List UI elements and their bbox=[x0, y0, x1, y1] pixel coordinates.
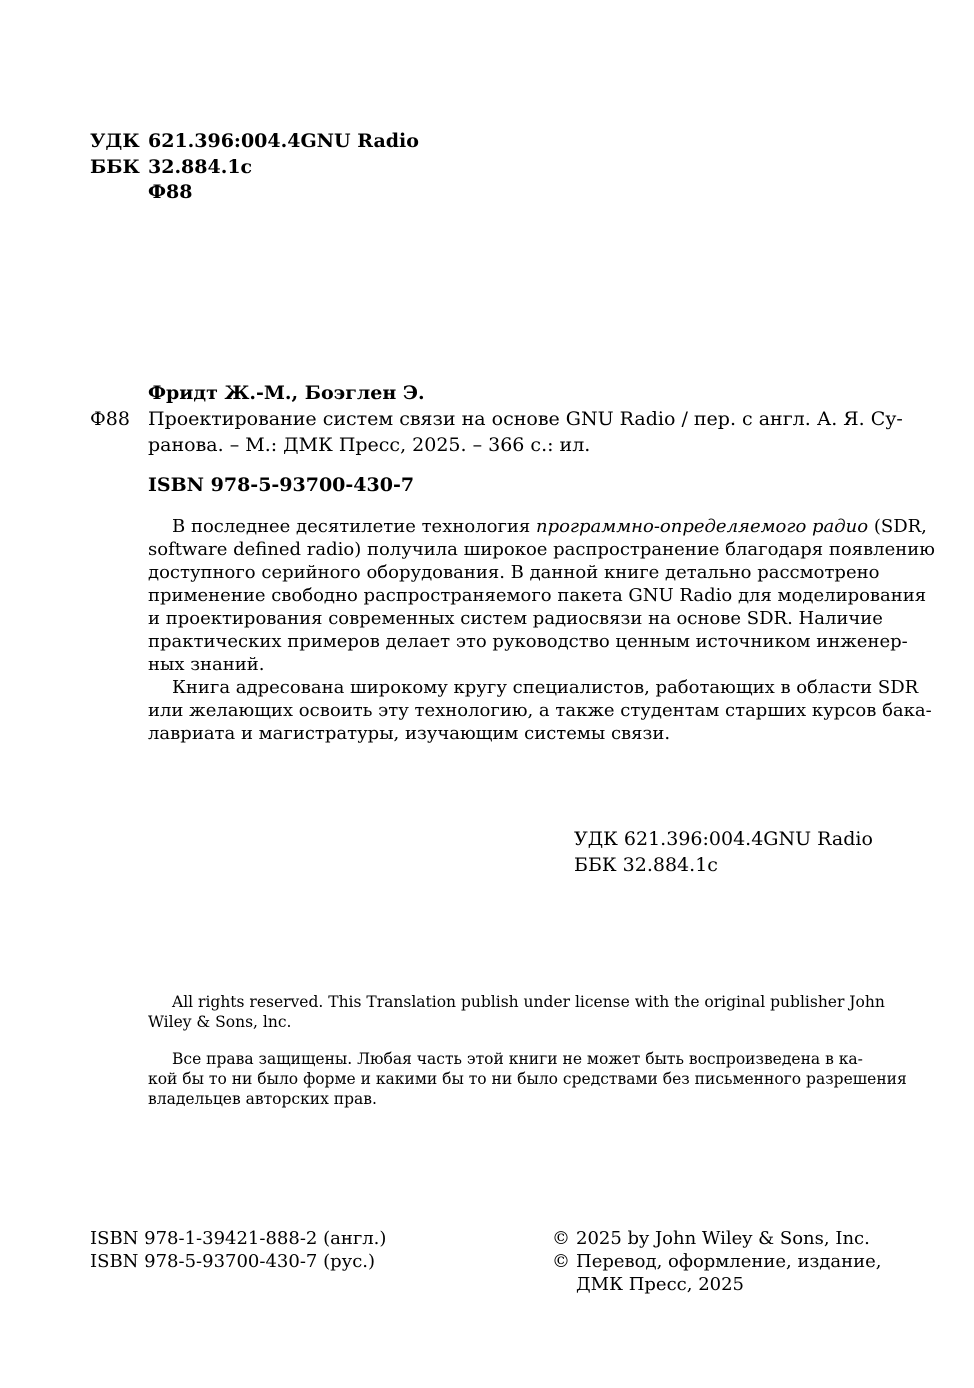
bbk-label: ББК bbox=[90, 156, 140, 178]
udk-row-top bbox=[90, 128, 419, 154]
abstract-p1-line6: практических примеров делает это руководство ценным источником инженер- bbox=[148, 631, 908, 652]
abstract-p1-line2: software defined radio) получила широкое распространение благодаря появлению bbox=[148, 539, 935, 560]
rights-ru-line2: кой бы то ни было форме и какими бы то ни было средствами без письменного разрешения bbox=[148, 1070, 907, 1088]
author-sign-top: Ф88 bbox=[148, 181, 193, 203]
bbk-row-top bbox=[90, 154, 252, 180]
abstract-p2-line2: или желающих освоить эту технологию, а также студентам старших курсов бака- bbox=[148, 700, 932, 721]
citation-title-line1: Проектирование систем связи на основе GNU Radio / пер. с англ. А. Я. Су- bbox=[148, 408, 903, 430]
author-sign-row-top bbox=[90, 179, 192, 205]
rights-ru-line3: владельцев авторских прав. bbox=[148, 1090, 377, 1108]
bbk-value: 32.884.1с bbox=[148, 156, 253, 178]
citation-authors: Фридт Ж.-М., Боэглен Э. bbox=[148, 382, 425, 404]
abstract-p1-line3: доступного серийного оборудования. В данной книге детально рассмотрено bbox=[148, 562, 880, 583]
footer-isbn-en: ISBN 978-1-39421-888-2 (англ.) bbox=[90, 1228, 387, 1249]
footer-isbn-ru: ISBN 978-5-93700-430-7 (рус.) bbox=[90, 1251, 376, 1272]
copyright-line2: Перевод, оформление, издание, bbox=[576, 1251, 882, 1272]
copyright-symbol-2: © bbox=[552, 1251, 570, 1272]
abstract-p2-line1: Книга адресована широкому кругу специалистов, работающих в области SDR bbox=[172, 677, 919, 698]
rights-en-line2: Wiley & Sons, lnc. bbox=[148, 1013, 292, 1031]
udk-bottom: УДК 621.396:004.4GNU Radio bbox=[574, 828, 873, 850]
udk-value: 621.396:004.4GNU Radio bbox=[148, 130, 419, 152]
udk-label: УДК bbox=[90, 130, 140, 152]
copyright-symbol-1: © bbox=[552, 1228, 570, 1249]
citation-isbn: ISBN 978-5-93700-430-7 bbox=[148, 474, 415, 496]
copyright-line3: ДМК Пресс, 2025 bbox=[576, 1274, 745, 1295]
copyright-line1: 2025 by John Wiley & Sons, Inc. bbox=[576, 1228, 870, 1249]
abstract-p1-line4: применение свободно распространяемого пакета GNU Radio для моделирования bbox=[148, 585, 927, 606]
abstract-italic-term: программно-определяемого радио bbox=[535, 516, 869, 537]
rights-ru-line1: Все права защищены. Любая часть этой книги не может быть воспроизведена в ка- bbox=[172, 1050, 863, 1068]
citation-author-sign: Ф88 bbox=[90, 408, 130, 430]
abstract-p1-line1: В последнее десятилетие технология программно-определяемого радио (SDR, bbox=[172, 516, 927, 537]
citation-title-line2: ранова. – М.: ДМК Пресс, 2025. – 366 с.: ил. bbox=[148, 434, 591, 456]
rights-en-line1: All rights reserved. This Translation publish under license with the original publisher John bbox=[172, 993, 885, 1011]
abstract-p1-line7: ных знаний. bbox=[148, 654, 265, 675]
abstract-p2-line3: лавриата и магистратуры, изучающим системы связи. bbox=[148, 723, 671, 744]
abstract-p1-line5: и проектирования современных систем радиосвязи на основе SDR. Наличие bbox=[148, 608, 883, 629]
bbk-bottom: ББК 32.884.1с bbox=[574, 854, 718, 876]
